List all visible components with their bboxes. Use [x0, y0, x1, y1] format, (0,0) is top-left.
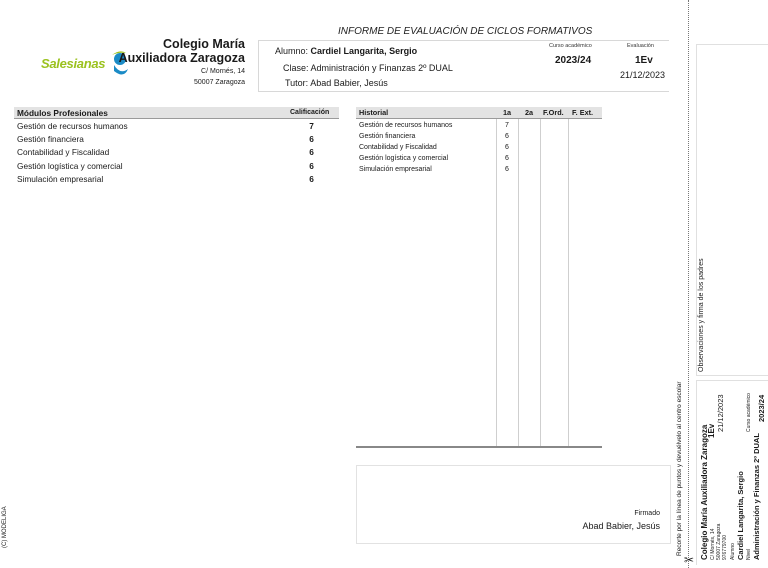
- module-grade: 6: [309, 147, 314, 158]
- history-grade-1a: 7: [505, 122, 509, 129]
- slip-alumno-value: Cardiel Langarita, Sergio: [736, 471, 745, 560]
- signature-box: [356, 465, 671, 544]
- curso-label: Curso académico: [549, 43, 592, 49]
- evaluacion-label: Evaluación: [627, 43, 654, 49]
- firmado-label: Firmado: [634, 510, 660, 517]
- cut-dotted-line: [688, 0, 689, 568]
- signer-name: Abad Babier, Jesús: [582, 521, 660, 531]
- cut-instructions: Recorte por la línea de puntos y devuélvelo al centro escolar: [676, 381, 683, 556]
- module-name: Gestión logística y comercial: [17, 160, 123, 171]
- tutor-label: Tutor:: [285, 78, 309, 88]
- school-address-street: C/ Mornés, 14: [201, 68, 245, 75]
- tutor-value: Abad Babier, Jesús: [310, 78, 388, 88]
- report-title: INFORME DE EVALUACIÓN DE CICLOS FORMATIVOS: [338, 26, 593, 37]
- observations-box: [696, 44, 768, 376]
- module-name: Simulación empresarial: [17, 173, 104, 184]
- history-header-ford: F.Ord.: [543, 108, 564, 117]
- history-grade-1a: 6: [505, 155, 509, 162]
- slip-address: C/ Mornés, 14: [710, 528, 716, 560]
- slip-date: 21/12/2023: [716, 394, 725, 432]
- module-grade: 6: [309, 173, 314, 184]
- school-address-city: 50007 Zaragoza: [194, 79, 245, 86]
- slip-school-name: Colegio María Auxiliadora Zaragoza: [700, 424, 709, 560]
- scissors-icon: ✂: [684, 553, 695, 567]
- student-info-box: [258, 40, 669, 92]
- history-module-name: Gestión financiera: [359, 133, 416, 140]
- history-header-2a: 2a: [525, 108, 534, 117]
- table-row: [14, 172, 339, 185]
- module-grade: 7: [309, 121, 314, 131]
- module-name: Gestión financiera: [17, 134, 84, 145]
- slip-alumno-label: Alumno: [730, 543, 736, 560]
- observations-label: Observaciones y firma de los padres: [698, 258, 705, 372]
- school-name-line2: Auxiliadora Zaragoza: [118, 51, 245, 65]
- slip-eval: 1Ev: [707, 423, 716, 438]
- alumno-label: Alumno:: [275, 46, 309, 56]
- history-header-name: Historial: [359, 108, 389, 117]
- slip-city: 50007 Zaragoza: [716, 523, 722, 560]
- module-grade: 6: [309, 134, 314, 145]
- slip-curso-value: 2023/24: [757, 394, 766, 422]
- table-row: [356, 154, 602, 165]
- curso-value: 2023/24: [555, 55, 592, 66]
- history-module-name: Contabilidad y Fiscalidad: [359, 144, 437, 151]
- table-row: [356, 132, 602, 143]
- logo-text: Salesianas: [41, 56, 106, 71]
- evaluacion-value: 1Ev: [635, 55, 653, 66]
- history-module-name: Gestión de recursos humanos: [359, 122, 453, 129]
- slip-nivel-value: Administración y Finanzas 2º DUAL: [752, 433, 761, 560]
- tutor-row: [285, 78, 388, 88]
- history-header-fext: F. Ext.: [572, 108, 594, 117]
- school-address: [150, 66, 245, 88]
- history-module-name: Simulación empresarial: [359, 166, 432, 173]
- clase-row: [283, 63, 453, 73]
- alumno-row: [275, 46, 417, 56]
- table-row: [14, 132, 339, 145]
- modules-table: [14, 107, 339, 185]
- history-grade-1a: 6: [505, 166, 509, 173]
- table-row: [14, 145, 339, 158]
- slip-nivel-label: Nivel: [746, 548, 752, 560]
- history-grade-1a: 6: [505, 133, 509, 140]
- alumno-value: Cardiel Langarita, Sergio: [310, 46, 418, 56]
- slip-curso-label: Curso académico: [746, 393, 752, 432]
- table-row: [14, 159, 339, 172]
- history-table: [356, 107, 602, 448]
- school-name-line1: Colegio María: [163, 37, 245, 51]
- clase-label: Clase:: [283, 63, 309, 73]
- module-grade: 6: [309, 160, 314, 171]
- modules-header: [14, 107, 339, 119]
- history-header-1a: 1a: [503, 108, 512, 117]
- module-name: Gestión de recursos humanos: [17, 121, 128, 131]
- modules-header-grade: Calificación: [290, 109, 330, 116]
- history-module-name: Gestión logística y comercial: [359, 155, 449, 162]
- history-grade-1a: 6: [505, 144, 509, 151]
- slip-phone: 976779700: [722, 534, 728, 560]
- history-header: [356, 107, 602, 119]
- modules-header-name: Módulos Profesionales: [17, 108, 108, 118]
- module-name: Contabilidad y Fiscalidad: [17, 147, 110, 158]
- table-row: [356, 165, 602, 176]
- evaluation-date: 21/12/2023: [620, 70, 666, 80]
- clase-value: Administración y Finanzas 2º DUAL: [310, 63, 453, 73]
- school-name: [110, 37, 245, 65]
- table-row: [14, 119, 339, 132]
- table-row: [356, 143, 602, 154]
- copyright-text: (C) MODELIGA: [2, 506, 8, 548]
- table-row: [356, 121, 602, 132]
